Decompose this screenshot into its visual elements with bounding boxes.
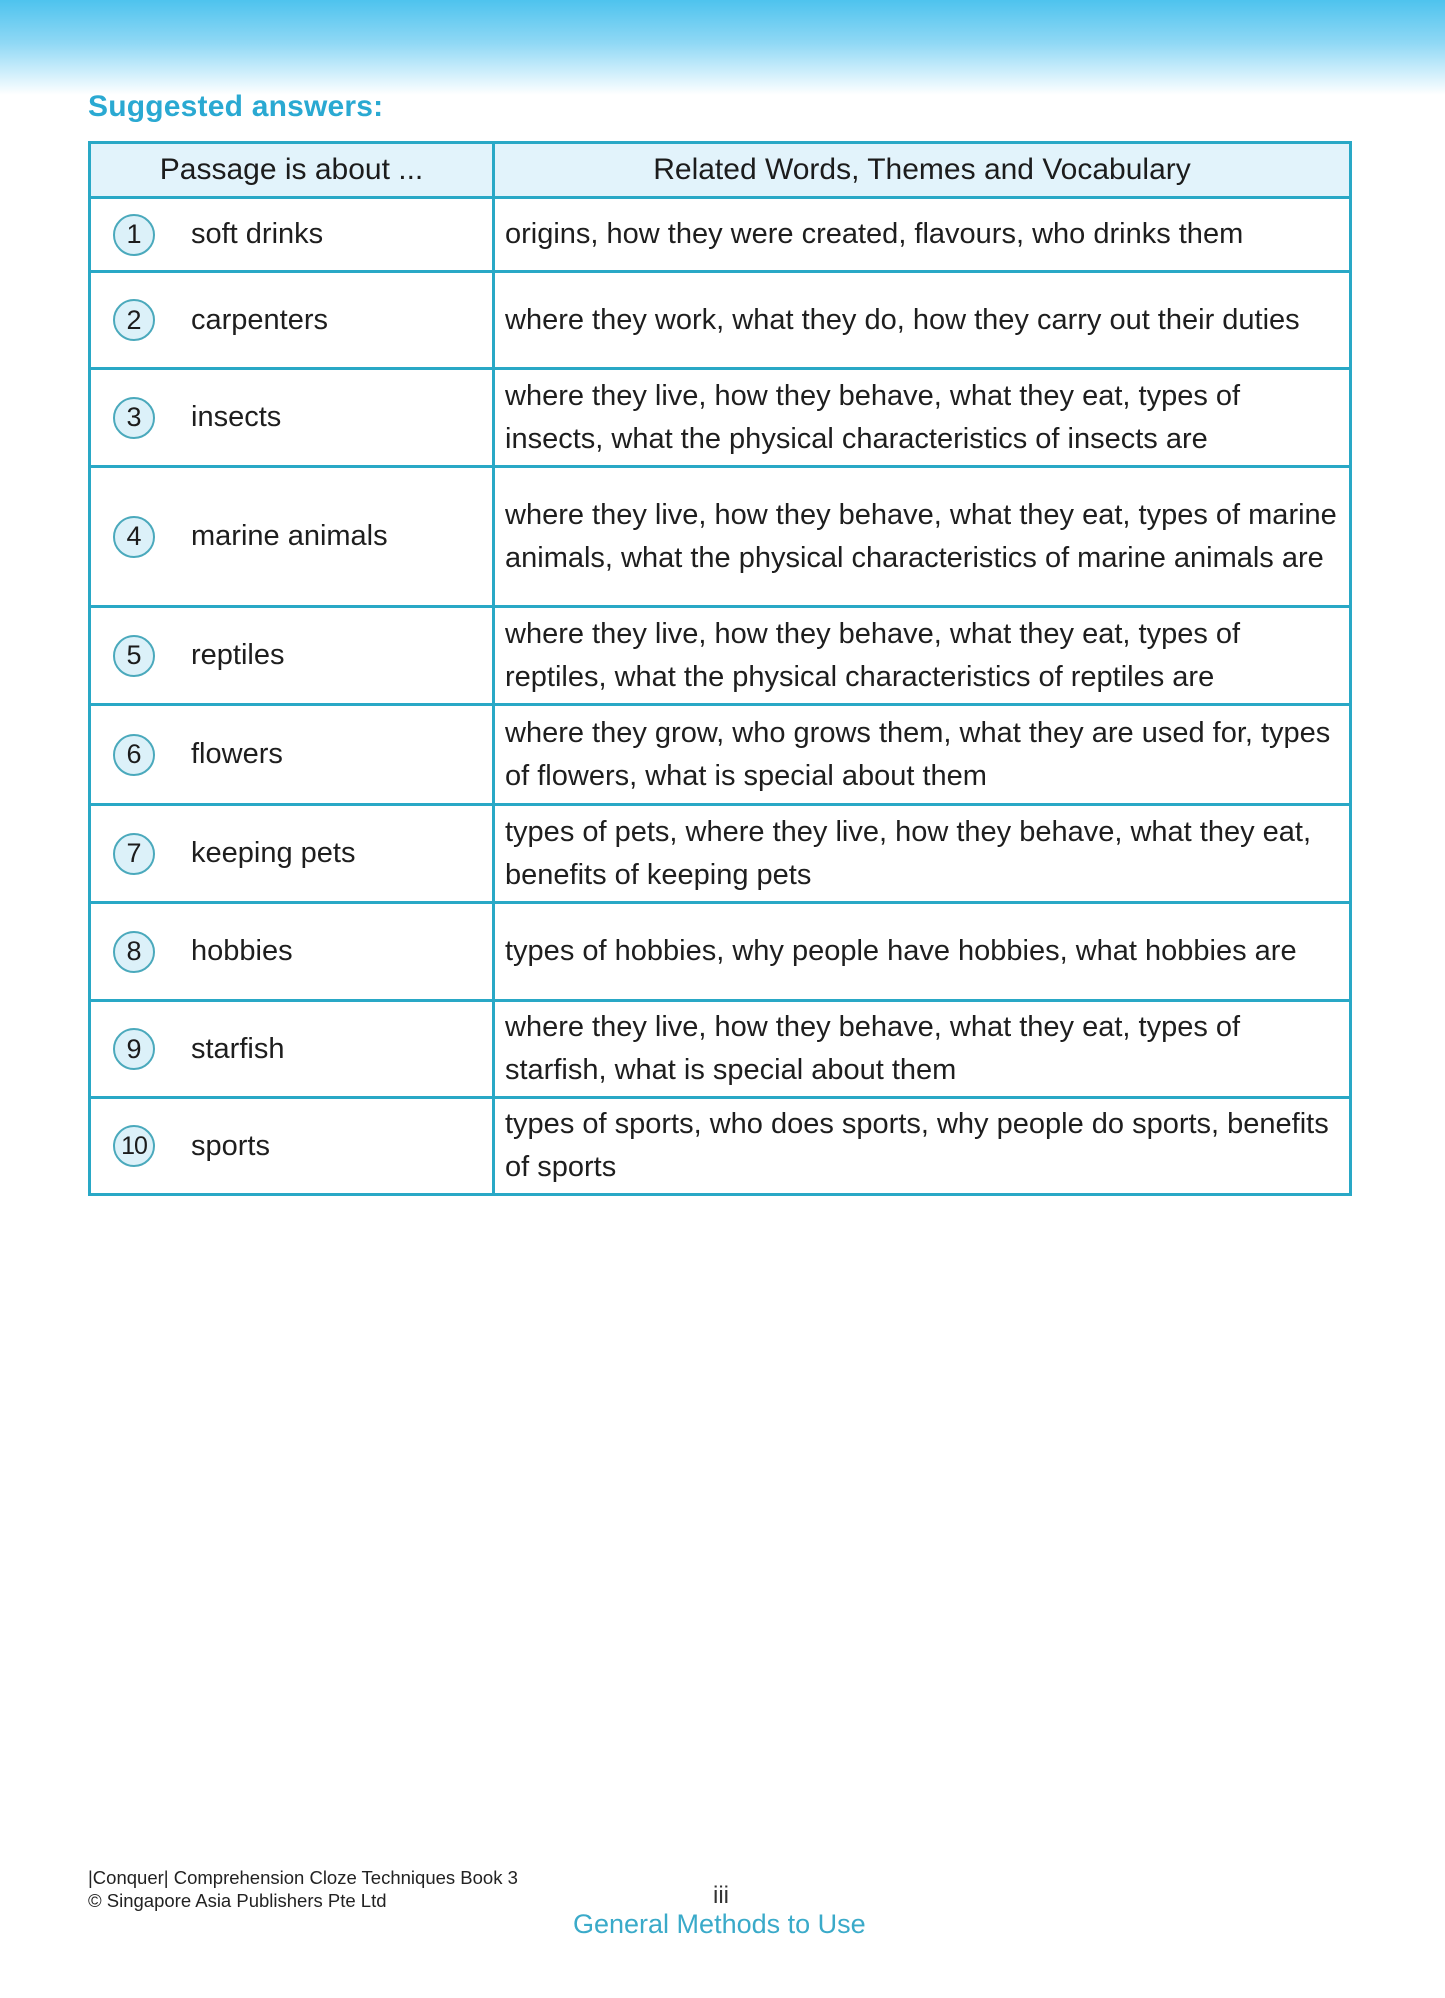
table-row (90, 198, 1351, 272)
number-circle-icon: 9 (113, 1028, 155, 1070)
number-circle-icon: 6 (113, 734, 155, 776)
number-circle-icon: 5 (113, 635, 155, 677)
page-number: iii (713, 1882, 729, 1909)
footer-credits (88, 1866, 518, 1912)
table-row (90, 607, 1351, 705)
related-vocabulary: types of pets, where they live, how they behave, what they eat, benefits of keeping pets (494, 805, 1351, 903)
passage-content (91, 833, 492, 875)
footer-section-name: General Methods to Use (573, 1909, 866, 1939)
table-body (90, 198, 1351, 1195)
number-circle-icon: 10 (113, 1125, 155, 1167)
passage-content (91, 397, 492, 439)
table-row (90, 805, 1351, 903)
table-row (90, 1001, 1351, 1098)
passage-topic: soft drinks (191, 218, 324, 250)
passage-topic: insects (191, 401, 282, 433)
passage-topic: starfish (191, 1032, 285, 1065)
passage-cell (90, 705, 494, 805)
number-circle-icon: 8 (113, 931, 155, 973)
passage-cell (90, 805, 494, 903)
passage-content (91, 635, 492, 677)
passage-topic: sports (191, 1129, 270, 1162)
number-circle-icon: 4 (113, 516, 155, 558)
passage-topic: flowers (191, 738, 283, 770)
passage-content (91, 516, 492, 558)
passage-cell (90, 607, 494, 705)
passage-cell (90, 369, 494, 467)
passage-cell (90, 903, 494, 1001)
related-vocabulary: where they live, how they behave, what they eat, types of marine animals, what the physical characteristics of marine animals are (494, 467, 1351, 607)
passage-cell (90, 198, 494, 272)
related-vocabulary: types of hobbies, why people have hobbies, what hobbies are (494, 903, 1351, 1001)
related-vocabulary: where they live, how they behave, what they eat, types of starfish, what is special about them (494, 1001, 1351, 1098)
copyright: © Singapore Asia Publishers Pte Ltd (88, 1890, 387, 1911)
number-circle-icon: 7 (113, 833, 155, 875)
book-title: |Conquer| Comprehension Cloze Techniques Book 3 (88, 1867, 518, 1888)
number-circle-icon: 3 (113, 397, 155, 439)
related-vocabulary: origins, how they were created, flavours, who drinks them (494, 198, 1351, 272)
passage-topic: keeping pets (191, 837, 356, 869)
top-gradient-band (0, 0, 1445, 95)
related-vocabulary: where they work, what they do, how they carry out their duties (494, 272, 1351, 369)
related-vocabulary: where they live, how they behave, what they eat, types of insects, what the physical characteristics of insects are (494, 369, 1351, 467)
passage-content (91, 734, 492, 776)
passage-cell (90, 1001, 494, 1098)
passage-topic: carpenters (191, 303, 329, 336)
table-row (90, 1098, 1351, 1195)
passage-topic: marine animals (191, 520, 388, 552)
passage-content (91, 1028, 492, 1070)
related-vocabulary: where they grow, who grows them, what they are used for, types of flowers, what is special about them (494, 705, 1351, 805)
header-passage: Passage is about ... (90, 143, 494, 198)
header-related: Related Words, Themes and Vocabulary (494, 143, 1351, 198)
table-row (90, 705, 1351, 805)
passage-topic: hobbies (191, 935, 293, 967)
section-title: Suggested answers: (88, 90, 384, 123)
table-row (90, 467, 1351, 607)
passage-content (91, 299, 492, 341)
passage-content (91, 214, 492, 256)
passage-cell (90, 272, 494, 369)
table-row (90, 272, 1351, 369)
related-vocabulary: where they live, how they behave, what they eat, types of reptiles, what the physical characteristics of reptiles are (494, 607, 1351, 705)
table-header-row (90, 143, 1351, 198)
passage-content (91, 1125, 492, 1167)
number-circle-icon: 1 (113, 214, 155, 256)
passage-cell (90, 467, 494, 607)
related-vocabulary: types of sports, who does sports, why people do sports, benefits of sports (494, 1098, 1351, 1195)
answers-table (88, 141, 1352, 1196)
table-row (90, 369, 1351, 467)
number-circle-icon: 2 (113, 299, 155, 341)
passage-topic: reptiles (191, 639, 285, 671)
passage-content (91, 931, 492, 973)
table-row (90, 903, 1351, 1001)
passage-cell (90, 1098, 494, 1195)
